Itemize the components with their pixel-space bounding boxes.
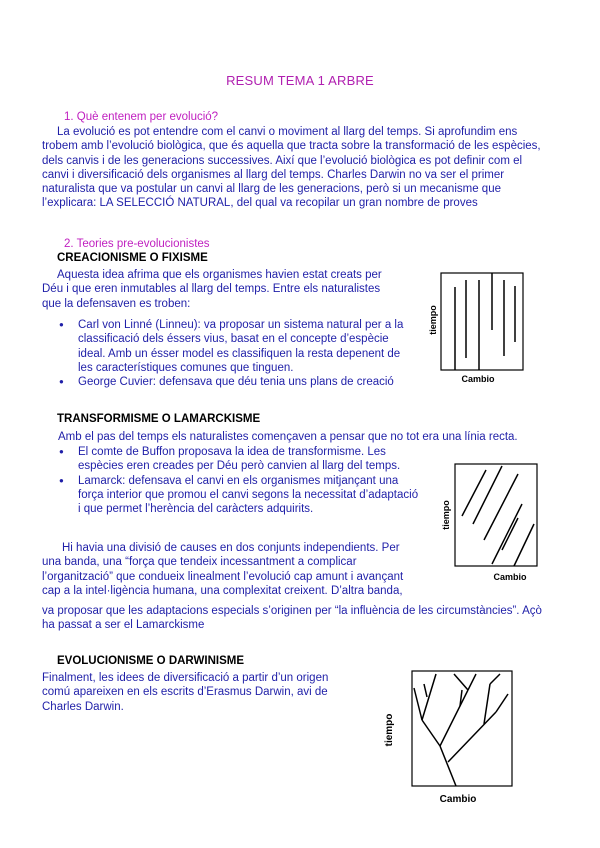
creacionisme-bullet-list (52, 318, 412, 389)
section-2-heading: 2. Teories pre-evolucionistes (64, 238, 210, 250)
tree-branch (422, 674, 436, 720)
tree-branch (440, 746, 456, 786)
tree-branch (440, 690, 468, 746)
evolucionisme-paragraph: Finalment, les idees de diversificació a partir d’un origen comú apareixen en els escrits d’Erasmus Darwin, avi de Charles Darwin. (42, 672, 329, 713)
transformisme-lineage-line (492, 504, 522, 564)
list-item: ● El comte de Buffon proposava la idea de transformisme. Les espècies eren creades per Déu però canvien al llarg del temps. (52, 445, 422, 474)
tree-branch (490, 674, 500, 684)
fixisme-diagram (418, 270, 528, 388)
tree-branch (454, 674, 468, 690)
darwinisme-x-axis-label: Cambio (439, 794, 477, 805)
tree-branch (422, 720, 440, 746)
transformisme-paragraph-end: va proposar que les adaptacions especials s’originen per “la influència de les circumstàncies”. Açò ha passat a ser el Lamarckisme (42, 605, 542, 632)
tree-branch (496, 694, 508, 712)
fixisme-frame (441, 273, 523, 370)
tree-branch (424, 684, 427, 697)
transformisme-lineage-line (484, 474, 518, 540)
fixisme-y-axis-label: tiempo (428, 305, 438, 335)
fixisme-x-axis-label: Cambio (461, 374, 495, 384)
transformisme-lineage-line (514, 524, 534, 566)
tree-branch (414, 688, 422, 720)
transformisme-diagram (432, 460, 542, 588)
transformisme-lineage-line (462, 470, 486, 516)
list-item: ● Lamarck: defensava el canvi en els organismes mitjançant una força interior que promou el canvi segons la necessitat d’adaptació i que permet l’herència del caràcters adquirits. (52, 474, 422, 517)
creacionisme-subheading: CREACIONISME O FIXISME (57, 252, 208, 264)
transformisme-y-axis-label: tiempo (441, 500, 451, 530)
darwinisme-tree-diagram (378, 662, 518, 808)
transformisme-bullet-list (52, 445, 422, 516)
transformisme-x-axis-label: Cambio (493, 572, 527, 582)
transformisme-intro: Amb el pas del temps els naturalistes començaven a pensar que no tot era una línia recta. (58, 431, 518, 443)
section-1-heading: 1. Què entenem per evolució? (64, 111, 219, 123)
tree-branch (484, 684, 490, 724)
evolucionisme-subheading: EVOLUCIONISME O DARWINISME (57, 655, 244, 667)
tree-branch (448, 712, 496, 762)
transformisme-lineage-line (473, 466, 502, 524)
creacionisme-paragraph: Aquesta idea afrima que els organismes havien estat creats per Déu i que eren inmutables al llarg del temps. Entre els naturalistes que la defensaven es troben: (42, 269, 382, 310)
list-item: ● George Cuvier: defensava que déu tenia uns plans de creació (52, 375, 412, 389)
page-title: RESUM TEMA 1 ARBRE (226, 73, 374, 88)
transformisme-subheading: TRANSFORMISME O LAMARCKISME (57, 413, 261, 425)
list-item: ● Carl von Linné (Linneu): va proposar un sistema natural per a la classificació dels éssers vius, basat en el concepte d’espècie ideal. Amb un ésser model es classifiquen la resta depenent de les característiques comunes que tinguen. (52, 318, 412, 375)
tree-branch (468, 674, 476, 690)
transformisme-paragraph: Hi havia una divisió de causes en dos conjunts independients. Per una banda, una “força que tendeix incessantment a complicar l’organització” que condueix linealment l’evolució cap amunt i avançant cap a la intel·ligència humana, una complexitat creixent. D’altra banda, (42, 542, 404, 597)
darwinisme-branches (414, 674, 508, 786)
darwinisme-y-axis-label: tiempo (384, 713, 395, 747)
section-1-paragraph: La evolució es pot entendre com el canvi o moviment al llarg del temps. Si aprofundim ens trobem amb l’evolució biològica, que és aquella que tracta sobre la transformació de les espècies, dels canvis i de les generacions successives. Així que l’evolució biològica es pot definir com el canvi i diversificació dels organismes al llarg del temps. Charles Darwin no va ser el primer naturalista que va postular un canvi al llarg de les generacions, però si un mecanisme que l’explicara: LA SELECCIÓ NATURAL, del qual va recopilar un gran nombre de proves (42, 126, 541, 210)
transformisme-lineage-line (502, 518, 518, 550)
